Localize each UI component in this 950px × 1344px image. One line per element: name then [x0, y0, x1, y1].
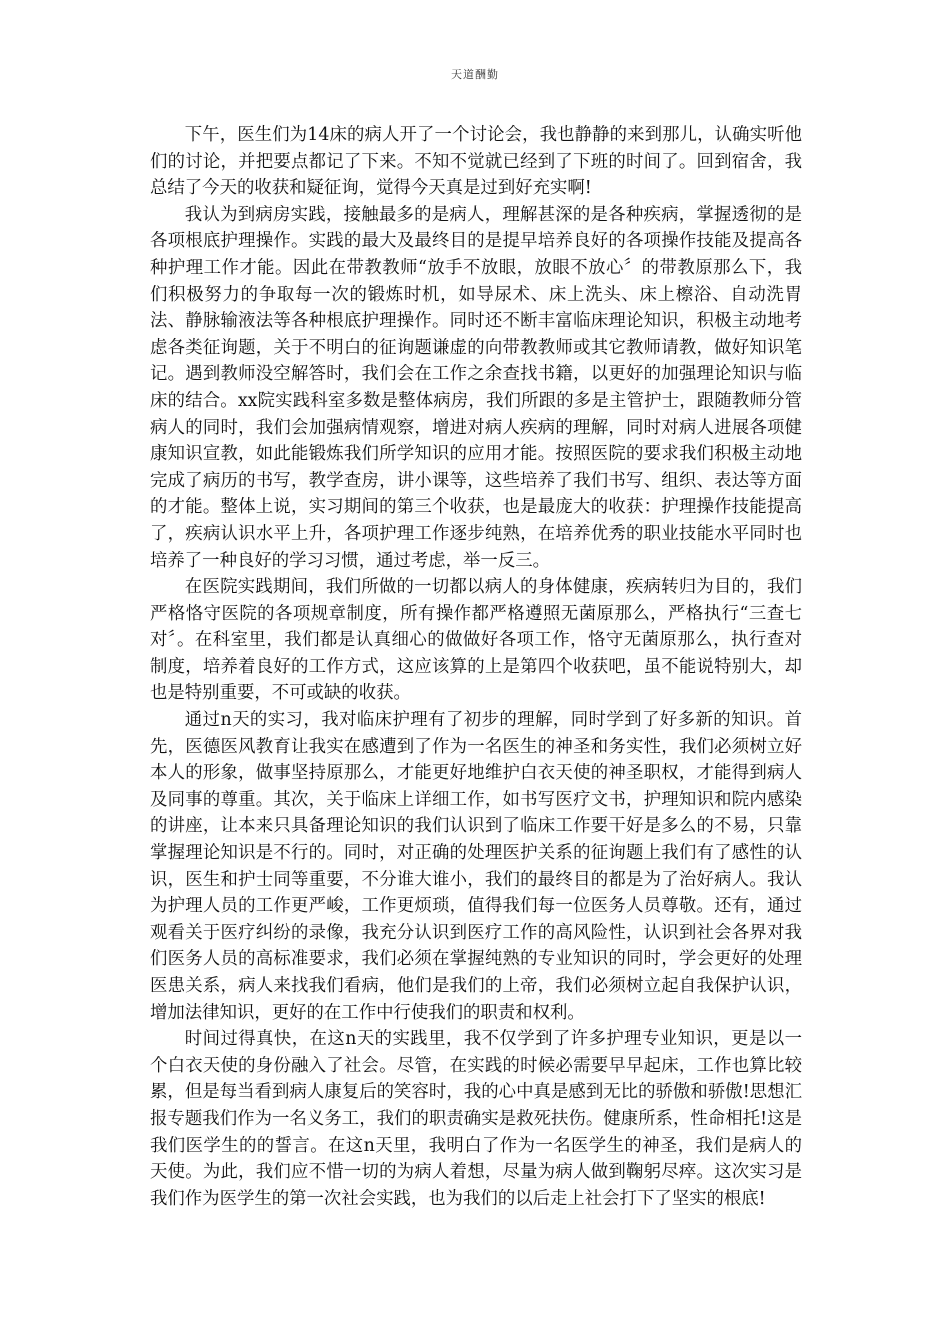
- paragraph-2: 我认为到病房实践，接触最多的是病人，理解甚深的是各种疾病，掌握透彻的是各项根底护理操作。实践的最大及最终目的是提早培养良好的各项操作技能及提高各种护理工作才能。因此在带教教师“放手不放眼，放眼不放心〞的带教原那么下，我们积极努力的争取每一次的锻炼时机，如导尿术、床上洗头、床上檫浴、自动洗胃法、静脉输液法等各种根底护理操作。同时还不断丰富临床理论知识，积极主动地考虑各类征询题，关于不明白的征询题谦虚的向带教教师或其它教师请教，做好知识笔记。遇到教师没空解答时，我们会在工作之余查找书籍，以更好的加强理论知识与临床的结合。xx院实践科室多数是整体病房，我们所跟的多是主管护士，跟随教师分管病人的同时，我们会加强病情观察，增进对病人疾病的理解，同时对病人进展各项健康知识宣教，如此能锻炼我们所学知识的应用才能。按照医院的要求我们积极主动地完成了病历的书写，教学查房，讲小课等，这些培养了我们书写、组织、表达等方面的才能。整体上说，实习期间的第三个收获，也是最庞大的收获：护理操作技能提高了，疾病认识水平上升，各项护理工作逐步纯熟，在培养优秀的职业技能水平同时也培养了一种良好的学习习惯，通过考虑，举一反三。: [150, 204, 802, 571]
- paragraph-1: 下午，医生们为14床的病人开了一个讨论会，我也静静的来到那儿，认确实听他们的讨论，并把要点都记了下来。不知不觉就已经到了下班的时间了。回到宿舍，我总结了今天的收获和疑征询，觉得今天真是过到好充实啊!: [150, 125, 802, 199]
- paragraph-3: 在医院实践期间，我们所做的一切都以病人的身体健康，疾病转归为目的，我们严格恪守医院的各项规章制度，所有操作都严格遵照无菌原那么，严格执行“三查七对〞。在科室里，我们都是认真细心的做做好各项工作，恪守无菌原那么，执行查对制度，培养着良好的工作方式，这应该算的上是第四个收获吧，虽不能说特别大，却也是特别重要，不可或缺的收获。: [150, 577, 802, 704]
- paragraph-5: 时间过得真快，在这n天的实践里，我不仅学到了许多护理专业知识，更是以一个白衣天使的身份融入了社会。尽管，在实践的时候必需要早早起床，工作也算比较累，但是每当看到病人康复后的笑容时，我的心中真是感到无比的骄傲和骄傲!思想汇报专题我们作为一名义务工，我们的职责确实是救死扶伤。健康所系，性命相托!这是我们医学生的的誓言。在这n天里，我明白了作为一名医学生的神圣，我们是病人的天使。为此，我们应不惜一切的为病人着想，尽量为病人做到鞠躬尽瘁。这次实习是我们作为医学生的第一次社会实践，也为我们的以后走上社会打下了坚实的根底!: [150, 1029, 802, 1209]
- body-text: [150, 122, 802, 1212]
- paragraph-4: 通过n天的实习，我对临床护理有了初步的理解，同时学到了好多新的知识。首先，医德医风教育让我实在感遭到了作为一名医生的神圣和务实性，我们必须树立好本人的形象，做事坚持原那么，才能更好地维护白衣天使的神圣职权，才能得到病人及同事的尊重。其次，关于临床上详细工作，如书写医疗文书，护理知识和院内感染的讲座，让本来只具备理论知识的我们认识到了临床工作要干好是多么的不易，只靠掌握理论知识是不行的。同时，对正确的处理医护关系的征询题上我们有了感性的认识，医生和护士同等重要，不分谁大谁小，我们的最终目的都是为了治好病人。我认为护理人员的工作更严峻，工作更烦琐，值得我们每一位医务人员尊敬。还有，通过观看关于医疗纠纷的录像，我充分认识到医疗工作的高风险性，认识到社会各界对我们医务人员的高标准要求，我们必须在掌握纯熟的专业知识的同时，学会更好的处理医患关系，病人来找我们看病，他们是我们的上帝，我们必须树立起自我保护认识，增加法律知识，更好的在工作中行使我们的职责和权利。: [150, 710, 802, 1023]
- page-header: 天道酬勤: [451, 68, 499, 81]
